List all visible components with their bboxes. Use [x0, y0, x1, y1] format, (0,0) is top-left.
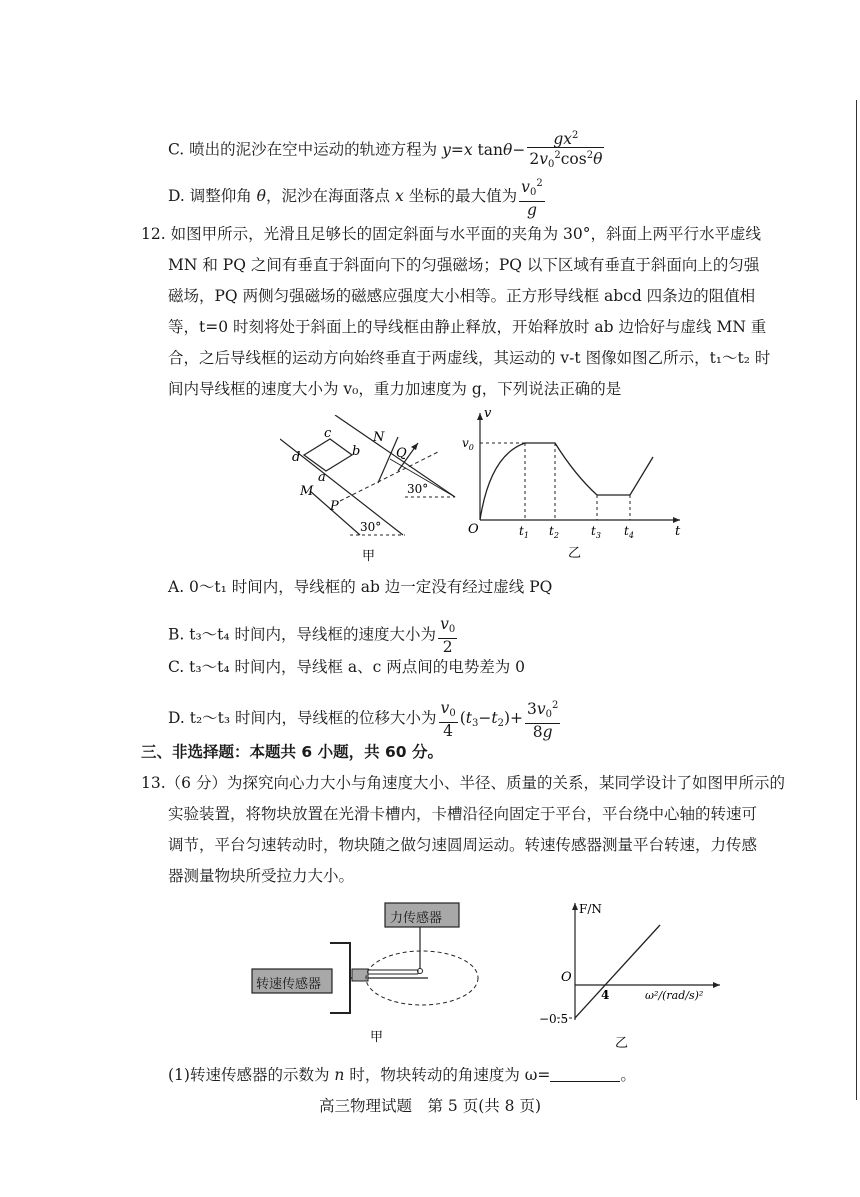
q12-line-2: MN 和 PQ 之间有垂直于斜面向下的匀强磁场；PQ 以下区域有垂直于斜面向上的匀强: [168, 256, 760, 274]
q12-option-d-frac1: $\frac{v_0}{4}$: [440, 698, 456, 740]
q11-option-d-text3: 坐标的最大值为: [408, 187, 518, 205]
label-p: P: [330, 499, 339, 514]
q12-option-d-frac2: $\frac{3v_0^2}{8g}$: [527, 700, 559, 741]
label-b: b: [352, 444, 361, 459]
q11-option-d-text2: ，泥沙在海面落点: [266, 187, 391, 205]
q12-option-a: A. 0～t₁ 时间内，导线框的 ab 边一定没有经过虚线 PQ: [168, 578, 553, 596]
section-3-heading: 三、非选择题：本题共 6 小题，共 60 分。: [141, 743, 443, 761]
t2-label: $t_2$: [549, 524, 559, 540]
q12-option-b-text: B. t₃～t₄ 时间内，导线框的速度大小为: [168, 625, 437, 644]
origin-label: O: [468, 522, 479, 537]
t1-label: $t_1$: [519, 524, 529, 540]
axis-v-label: v: [484, 406, 492, 421]
fig-jia-label-13: 甲: [370, 1030, 384, 1045]
q13-sub1-answer-blank[interactable]: [550, 1067, 620, 1082]
label-c: c: [324, 426, 332, 441]
q11-option-c: [168, 128, 606, 173]
angle-30-upper: 30°: [407, 482, 429, 496]
q11-option-d-text1: D. 调整仰角: [168, 187, 252, 205]
t4-label: $t_4$: [624, 524, 634, 540]
q13-figure-jia: [250, 895, 490, 1055]
q11-option-d-formula: $\frac{v_0^2}{g}$: [521, 178, 543, 219]
q12-option-d: D. t₂～t₃ 时间内，导线框的位移大小为 $\frac{v_0}{4}$ $(t_3-t_2)+$ $\frac{3v_0^2}{8g}$: [168, 698, 559, 741]
q12-line-3: 磁场，PQ 两侧匀强磁场的磁感应强度大小相等。正方形导线框 abcd 四条边的阻值相: [168, 287, 756, 305]
q12-option-d-text: D. t₂～t₃ 时间内，导线框的位移大小为: [168, 709, 437, 727]
origin-o: O: [561, 970, 572, 985]
speed-sensor-label: 转速传感器: [256, 977, 322, 992]
q13-sub1-text1: (1)转速传感器的示数为: [168, 1066, 330, 1084]
label-n: N: [373, 430, 385, 445]
axis-omega-label: ω²/(rad/s)²: [645, 989, 704, 1002]
label-q: Q: [396, 446, 407, 461]
q12-figure-yi-vt-graph: [460, 405, 690, 590]
v0-label: $v_0$: [462, 436, 474, 452]
page-edge-line: [856, 100, 857, 1100]
q13-sub1-text2: 时，物块转动的角速度为 ω=: [349, 1066, 551, 1084]
q12-figure-jia: [280, 415, 460, 565]
q11-option-c-text: C. 喷出的泥沙在空中运动的轨迹方程为: [168, 140, 438, 159]
q12-line-1: 12. 如图甲所示，光滑且足够长的固定斜面与水平面的夹角为 30°，斜面上两平行水平虚线: [141, 225, 761, 243]
q13-sub1-text3: 。: [620, 1066, 636, 1084]
axis-t-label: t: [675, 524, 681, 539]
q13-line-3: 调节，平台匀速转动时，物块随之做匀速圆周运动。转速传感器测量平台转速，力传感: [168, 836, 758, 854]
fig-yi-label-13: 乙: [615, 1036, 629, 1051]
q12-option-b-formula: $\frac{v_0}{2}$: [440, 615, 456, 656]
fig-jia-label: 甲: [362, 549, 376, 564]
q13-line-2: 实验装置，将物块放置在光滑卡槽内，卡槽沿径向固定于平台，平台绕中心轴的转速可: [168, 805, 758, 823]
q11-option-d: D. 调整仰角 θ，泥沙在海面落点 x 坐标的最大值为 $\frac{v_0^2}{g}$: [168, 178, 543, 219]
axis-f-label: F/N: [579, 902, 602, 916]
q13-figure-yi-graph: [535, 895, 735, 1055]
q12-option-c: C. t₃～t₄ 时间内，导线框 a、c 两点间的电势差为 0: [168, 658, 526, 676]
label-m: M: [300, 484, 314, 499]
label-a: a: [318, 470, 326, 485]
fig-yi-label: 乙: [568, 546, 582, 561]
q12-option-b: [168, 616, 459, 655]
angle-30-lower: 30°: [360, 520, 382, 534]
q13-line-4: 器测量物块所受拉力大小。: [168, 867, 355, 885]
t3-label: $t_3$: [591, 524, 601, 540]
tick-neg-0-5: −0.5: [539, 1012, 569, 1026]
tick-4: 4: [601, 988, 610, 1002]
q13-sub-1: (1)转速传感器的示数为 n 时，物块转动的角速度为 ω= 。: [168, 1066, 636, 1084]
q13-line-1: 13.（6 分）为探究向心力大小与角速度大小、半径、质量的关系，某同学设计了如图甲所示的: [141, 774, 785, 792]
label-d: d: [292, 450, 301, 465]
q12-line-4: 等，t=0 时刻将处于斜面上的导线框由静止释放，开始释放时 ab 边恰好与虚线 MN 重: [168, 318, 767, 336]
q12-line-6: 间内导线框的速度大小为 v₀，重力加速度为 g，下列说法正确的是: [168, 380, 622, 398]
q11-option-c-formula: y=x tanθ− $\frac{gx^2}{2v_0^2\cos^2\theta}$: [442, 130, 603, 170]
page-footer: 高三物理试题 第 5 页(共 8 页): [318, 1097, 542, 1115]
force-sensor-label: 力传感器: [390, 911, 443, 926]
q12-line-5: 合，之后导线框的运动方向始终垂直于两虚线，其运动的 v-t 图像如图乙所示，t₁～t₂ 时: [168, 349, 771, 367]
